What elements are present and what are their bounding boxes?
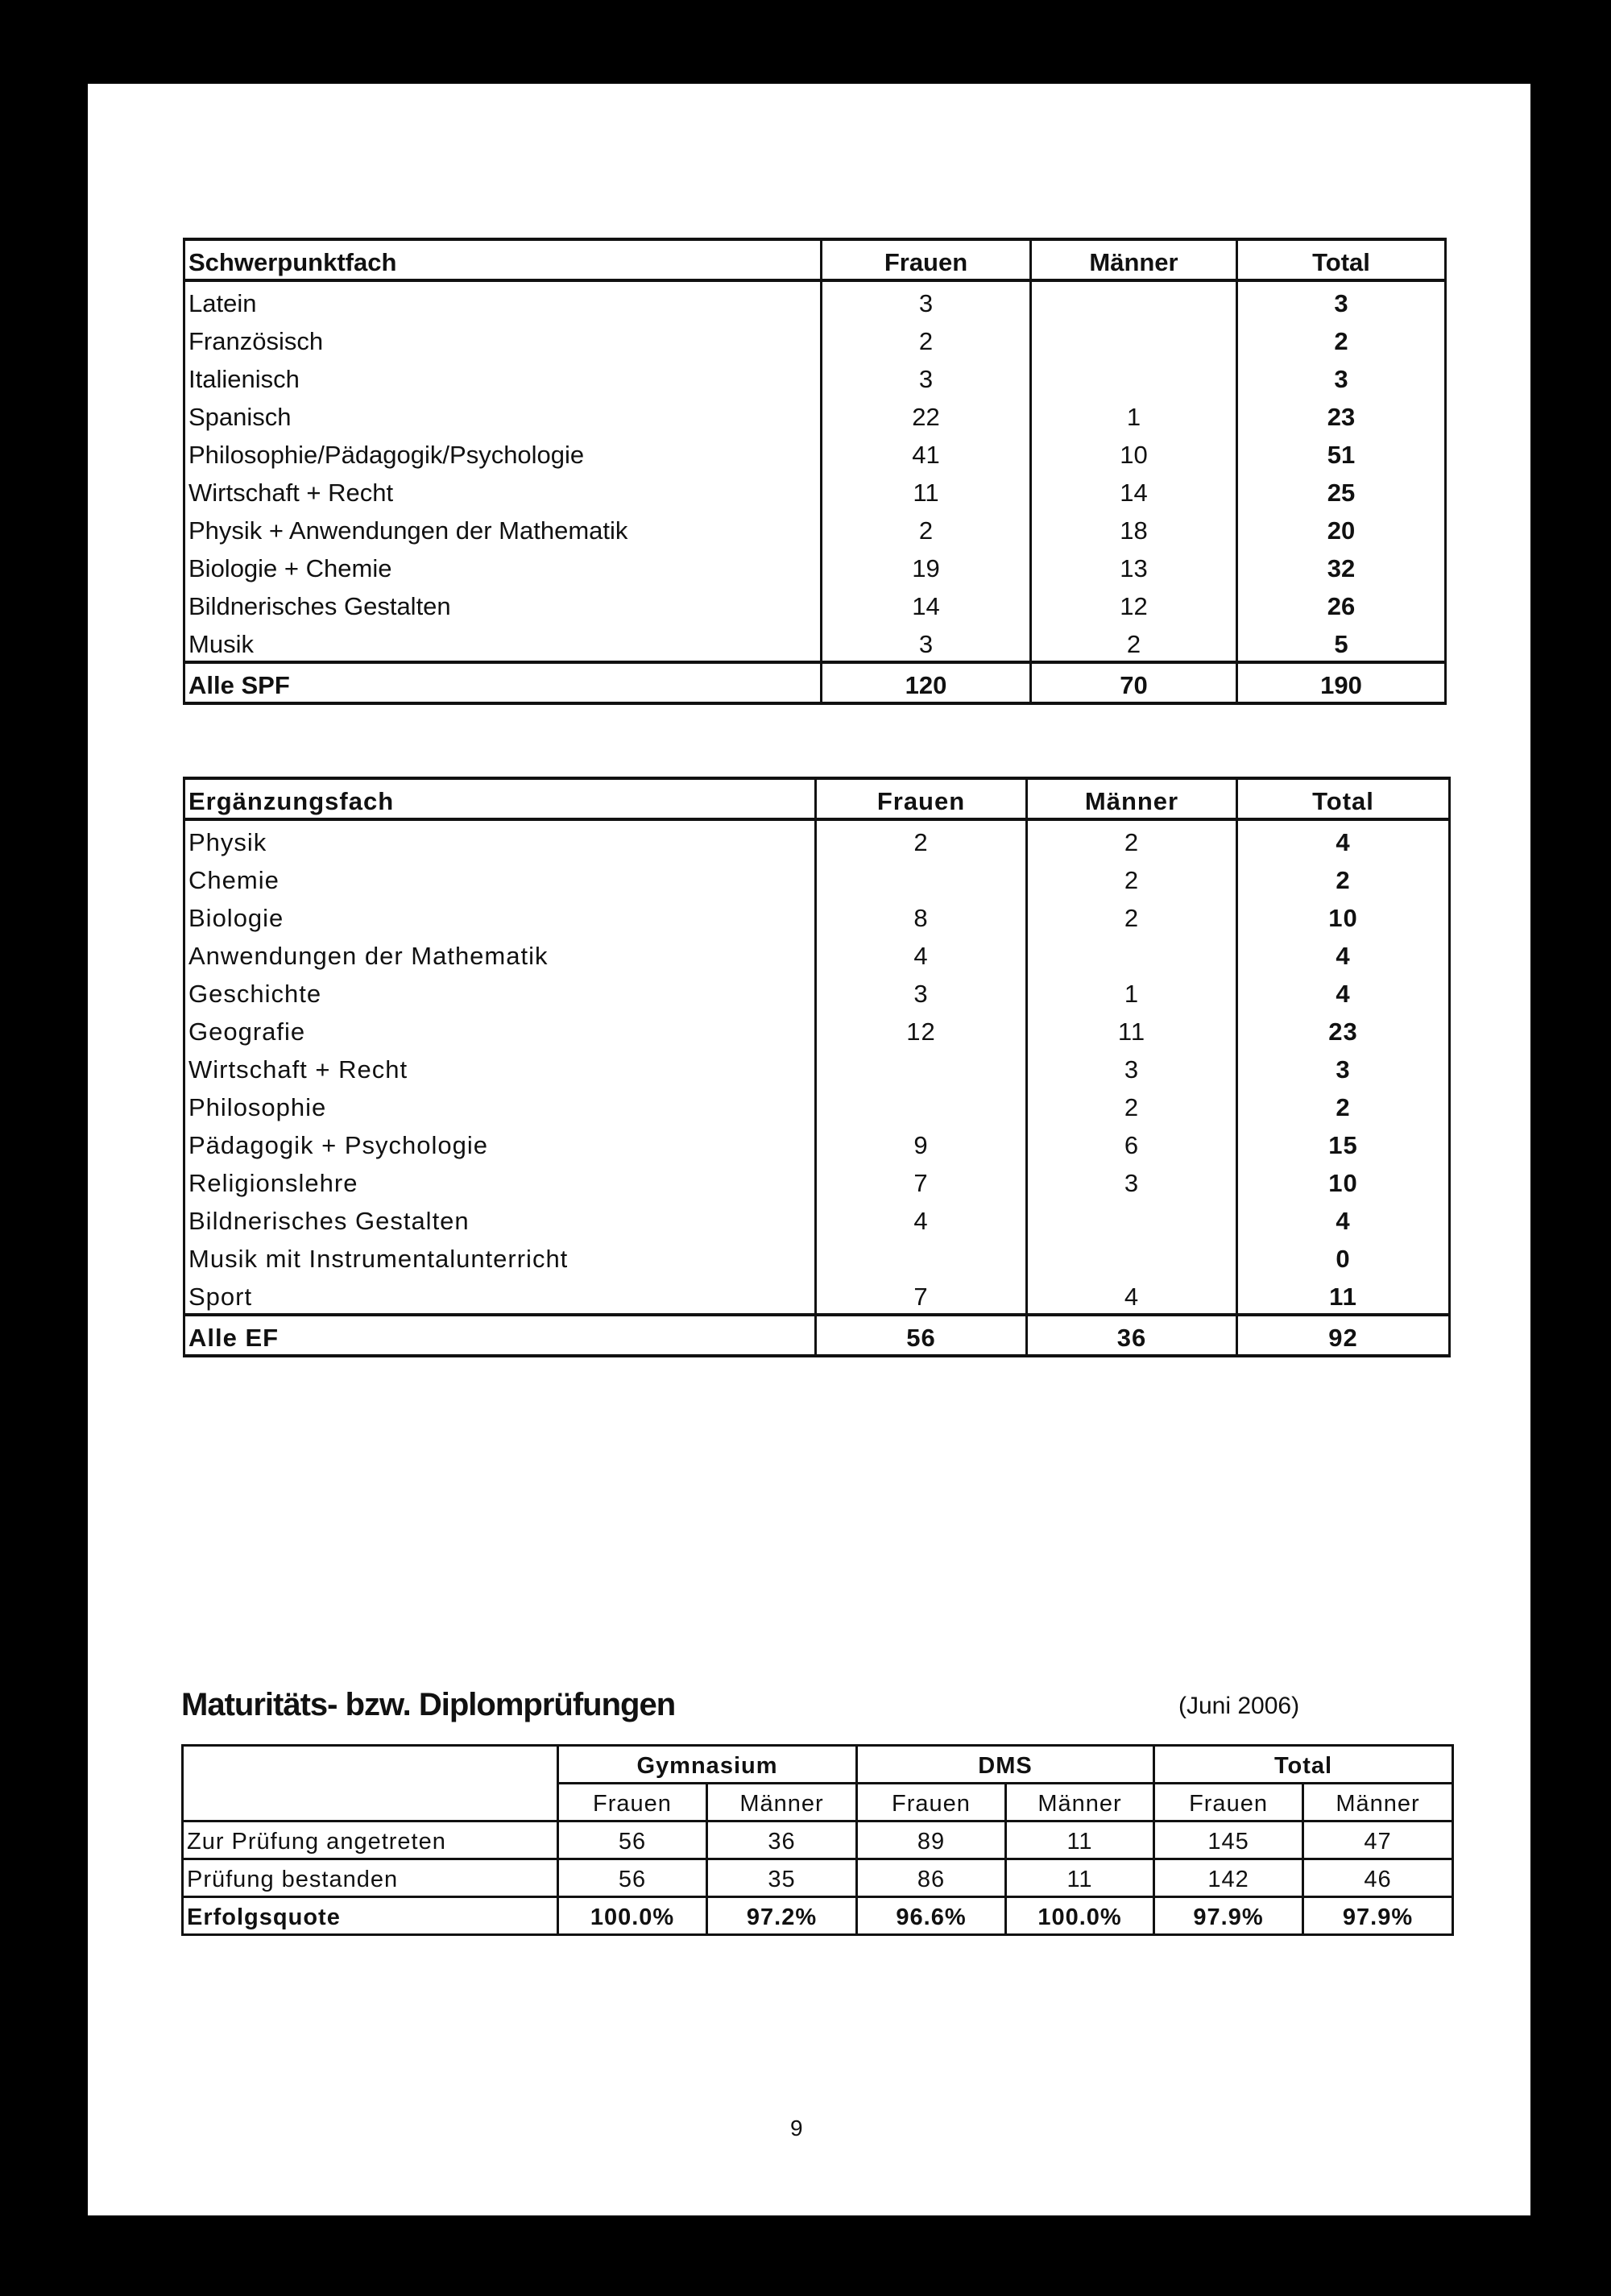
column-header: Frauen bbox=[822, 239, 1031, 280]
summary-row bbox=[184, 662, 1446, 703]
row-label: Prüfung bestanden bbox=[183, 1859, 558, 1897]
exams-title: Maturitäts- bzw. Diplomprüfungen bbox=[181, 1687, 676, 1722]
subject-cell: Pädagogik + Psychologie bbox=[184, 1124, 816, 1162]
value-cell: 2 bbox=[1031, 623, 1237, 662]
subject-cell: Geschichte bbox=[184, 972, 816, 1010]
table-row bbox=[184, 819, 1450, 859]
value-cell: 12 bbox=[816, 1010, 1027, 1048]
value-cell bbox=[1027, 1237, 1237, 1275]
value-cell: 15 bbox=[1237, 1124, 1450, 1162]
summary-value: 56 bbox=[816, 1315, 1027, 1356]
value-cell: 11 bbox=[822, 471, 1031, 509]
value-cell: 35 bbox=[707, 1859, 857, 1897]
value-cell: 11 bbox=[1237, 1275, 1450, 1315]
subject-cell: Biologie bbox=[184, 897, 816, 935]
column-header: Frauen bbox=[857, 1784, 1006, 1821]
value-cell: 22 bbox=[822, 396, 1031, 433]
value-cell: 2 bbox=[1237, 320, 1446, 358]
table-row bbox=[183, 1897, 1453, 1935]
summary-row bbox=[184, 1315, 1450, 1356]
value-cell: 4 bbox=[816, 935, 1027, 972]
value-cell: 5 bbox=[1237, 623, 1446, 662]
value-cell: 18 bbox=[1031, 509, 1237, 547]
value-cell: 0 bbox=[1237, 1237, 1450, 1275]
summary-value: 190 bbox=[1237, 662, 1446, 703]
value-cell: 3 bbox=[1027, 1162, 1237, 1200]
subject-cell: Wirtschaft + Recht bbox=[184, 471, 822, 509]
value-cell: 2 bbox=[1027, 859, 1237, 897]
table-row bbox=[184, 1162, 1450, 1200]
value-cell: 20 bbox=[1237, 509, 1446, 547]
value-cell: 2 bbox=[822, 509, 1031, 547]
exams-table bbox=[181, 1744, 1454, 1936]
table-row bbox=[184, 547, 1446, 585]
value-cell: 96.6% bbox=[857, 1897, 1006, 1935]
column-header: Ergänzungsfach bbox=[184, 778, 816, 819]
summary-value: 70 bbox=[1031, 662, 1237, 703]
value-cell: 4 bbox=[1027, 1275, 1237, 1315]
value-cell: 10 bbox=[1031, 433, 1237, 471]
schwerpunktfach-table bbox=[183, 238, 1447, 705]
value-cell: 46 bbox=[1303, 1859, 1453, 1897]
value-cell: 26 bbox=[1237, 585, 1446, 623]
value-cell: 7 bbox=[816, 1162, 1027, 1200]
table-row bbox=[184, 623, 1446, 662]
value-cell: 3 bbox=[822, 623, 1031, 662]
subject-cell: Wirtschaft + Recht bbox=[184, 1048, 816, 1086]
subject-cell: Spanisch bbox=[184, 396, 822, 433]
value-cell bbox=[816, 1086, 1027, 1124]
value-cell: 3 bbox=[816, 972, 1027, 1010]
subject-cell: Bildnerisches Gestalten bbox=[184, 585, 822, 623]
table-row bbox=[183, 1821, 1453, 1859]
subject-cell: Philosophie bbox=[184, 1086, 816, 1124]
value-cell: 41 bbox=[822, 433, 1031, 471]
table-row bbox=[184, 1237, 1450, 1275]
subject-cell: Anwendungen der Mathematik bbox=[184, 935, 816, 972]
subject-cell: Religionslehre bbox=[184, 1162, 816, 1200]
column-header: Total bbox=[1237, 239, 1446, 280]
value-cell: 4 bbox=[1237, 972, 1450, 1010]
summary-value: 92 bbox=[1237, 1315, 1450, 1356]
value-cell: 2 bbox=[1237, 1086, 1450, 1124]
ergaenzungsfach-table bbox=[183, 777, 1451, 1357]
table-row bbox=[184, 1275, 1450, 1315]
value-cell: 97.9% bbox=[1154, 1897, 1303, 1935]
value-cell: 3 bbox=[1237, 1048, 1450, 1086]
value-cell: 3 bbox=[822, 358, 1031, 396]
value-cell: 7 bbox=[816, 1275, 1027, 1315]
subject-cell: Philosophie/Pädagogik/Psychologie bbox=[184, 433, 822, 471]
table-row bbox=[184, 1048, 1450, 1086]
value-cell: 56 bbox=[558, 1859, 707, 1897]
summary-label: Alle EF bbox=[184, 1315, 816, 1356]
table-row bbox=[184, 1010, 1450, 1048]
group-header: Total bbox=[1154, 1746, 1453, 1784]
value-cell: 1 bbox=[1031, 396, 1237, 433]
table-row bbox=[184, 1124, 1450, 1162]
header-row bbox=[184, 239, 1446, 280]
table-row bbox=[184, 935, 1450, 972]
value-cell: 10 bbox=[1237, 897, 1450, 935]
group-header: Gymnasium bbox=[558, 1746, 857, 1784]
subject-cell: Geografie bbox=[184, 1010, 816, 1048]
table-row bbox=[183, 1859, 1453, 1897]
row-label: Zur Prüfung angetreten bbox=[183, 1821, 558, 1859]
empty-corner-cell bbox=[183, 1746, 558, 1821]
value-cell: 3 bbox=[1237, 280, 1446, 320]
value-cell: 89 bbox=[857, 1821, 1006, 1859]
value-cell: 13 bbox=[1031, 547, 1237, 585]
value-cell: 100.0% bbox=[1006, 1897, 1154, 1935]
document-page bbox=[88, 84, 1530, 2215]
value-cell: 11 bbox=[1006, 1859, 1154, 1897]
subject-cell: Physik bbox=[184, 819, 816, 859]
value-cell: 12 bbox=[1031, 585, 1237, 623]
value-cell: 4 bbox=[1237, 819, 1450, 859]
row-label: Erfolgsquote bbox=[183, 1897, 558, 1935]
value-cell: 23 bbox=[1237, 396, 1446, 433]
table-row bbox=[184, 320, 1446, 358]
subject-cell: Bildnerisches Gestalten bbox=[184, 1200, 816, 1237]
value-cell: 25 bbox=[1237, 471, 1446, 509]
summary-value: 120 bbox=[822, 662, 1031, 703]
subject-cell: Musik bbox=[184, 623, 822, 662]
column-header: Männer bbox=[1303, 1784, 1453, 1821]
subject-cell: Musik mit Instrumentalunterricht bbox=[184, 1237, 816, 1275]
column-header: Schwerpunktfach bbox=[184, 239, 822, 280]
column-header: Männer bbox=[1031, 239, 1237, 280]
subject-cell: Sport bbox=[184, 1275, 816, 1315]
table-row bbox=[184, 280, 1446, 320]
value-cell: 11 bbox=[1006, 1821, 1154, 1859]
table-row bbox=[184, 1200, 1450, 1237]
table-row bbox=[184, 471, 1446, 509]
column-header: Frauen bbox=[558, 1784, 707, 1821]
value-cell: 4 bbox=[1237, 935, 1450, 972]
subject-cell: Italienisch bbox=[184, 358, 822, 396]
value-cell bbox=[1031, 358, 1237, 396]
table-row bbox=[184, 972, 1450, 1010]
summary-label: Alle SPF bbox=[184, 662, 822, 703]
value-cell: 2 bbox=[816, 819, 1027, 859]
value-cell: 2 bbox=[1027, 819, 1237, 859]
header-row bbox=[184, 778, 1450, 819]
value-cell: 2 bbox=[1237, 859, 1450, 897]
table-row bbox=[184, 1086, 1450, 1124]
value-cell: 4 bbox=[816, 1200, 1027, 1237]
value-cell bbox=[1027, 935, 1237, 972]
value-cell: 9 bbox=[816, 1124, 1027, 1162]
value-cell: 2 bbox=[1027, 897, 1237, 935]
summary-value: 36 bbox=[1027, 1315, 1237, 1356]
value-cell: 1 bbox=[1027, 972, 1237, 1010]
value-cell: 4 bbox=[1237, 1200, 1450, 1237]
value-cell: 10 bbox=[1237, 1162, 1450, 1200]
value-cell: 47 bbox=[1303, 1821, 1453, 1859]
table-row bbox=[184, 433, 1446, 471]
column-header: Frauen bbox=[1154, 1784, 1303, 1821]
value-cell: 100.0% bbox=[558, 1897, 707, 1935]
value-cell bbox=[1027, 1200, 1237, 1237]
value-cell: 51 bbox=[1237, 433, 1446, 471]
table-row bbox=[184, 897, 1450, 935]
column-header: Frauen bbox=[816, 778, 1027, 819]
group-header: DMS bbox=[857, 1746, 1154, 1784]
page-number: 9 bbox=[790, 2116, 803, 2141]
value-cell bbox=[1031, 280, 1237, 320]
value-cell: 8 bbox=[816, 897, 1027, 935]
table-row bbox=[184, 509, 1446, 547]
value-cell: 2 bbox=[822, 320, 1031, 358]
group-header-row bbox=[183, 1746, 1453, 1784]
column-header: Männer bbox=[707, 1784, 857, 1821]
table-row bbox=[184, 358, 1446, 396]
value-cell: 11 bbox=[1027, 1010, 1237, 1048]
value-cell: 56 bbox=[558, 1821, 707, 1859]
value-cell: 142 bbox=[1154, 1859, 1303, 1897]
value-cell: 36 bbox=[707, 1821, 857, 1859]
value-cell: 6 bbox=[1027, 1124, 1237, 1162]
value-cell: 97.2% bbox=[707, 1897, 857, 1935]
value-cell: 14 bbox=[1031, 471, 1237, 509]
value-cell bbox=[1031, 320, 1237, 358]
value-cell bbox=[816, 1048, 1027, 1086]
value-cell: 23 bbox=[1237, 1010, 1450, 1048]
value-cell bbox=[816, 1237, 1027, 1275]
value-cell: 3 bbox=[1027, 1048, 1237, 1086]
subject-cell: Französisch bbox=[184, 320, 822, 358]
table-row bbox=[184, 396, 1446, 433]
value-cell: 97.9% bbox=[1303, 1897, 1453, 1935]
subject-cell: Physik + Anwendungen der Mathematik bbox=[184, 509, 822, 547]
value-cell: 2 bbox=[1027, 1086, 1237, 1124]
column-header: Total bbox=[1237, 778, 1450, 819]
value-cell: 86 bbox=[857, 1859, 1006, 1897]
table-row bbox=[184, 859, 1450, 897]
subject-cell: Chemie bbox=[184, 859, 816, 897]
value-cell: 19 bbox=[822, 547, 1031, 585]
column-header: Männer bbox=[1006, 1784, 1154, 1821]
subject-cell: Biologie + Chemie bbox=[184, 547, 822, 585]
subject-cell: Latein bbox=[184, 280, 822, 320]
value-cell: 14 bbox=[822, 585, 1031, 623]
value-cell: 32 bbox=[1237, 547, 1446, 585]
table-row bbox=[184, 585, 1446, 623]
value-cell: 145 bbox=[1154, 1821, 1303, 1859]
value-cell bbox=[816, 859, 1027, 897]
exams-date: (Juni 2006) bbox=[1178, 1693, 1300, 1719]
value-cell: 3 bbox=[1237, 358, 1446, 396]
column-header: Männer bbox=[1027, 778, 1237, 819]
value-cell: 3 bbox=[822, 280, 1031, 320]
